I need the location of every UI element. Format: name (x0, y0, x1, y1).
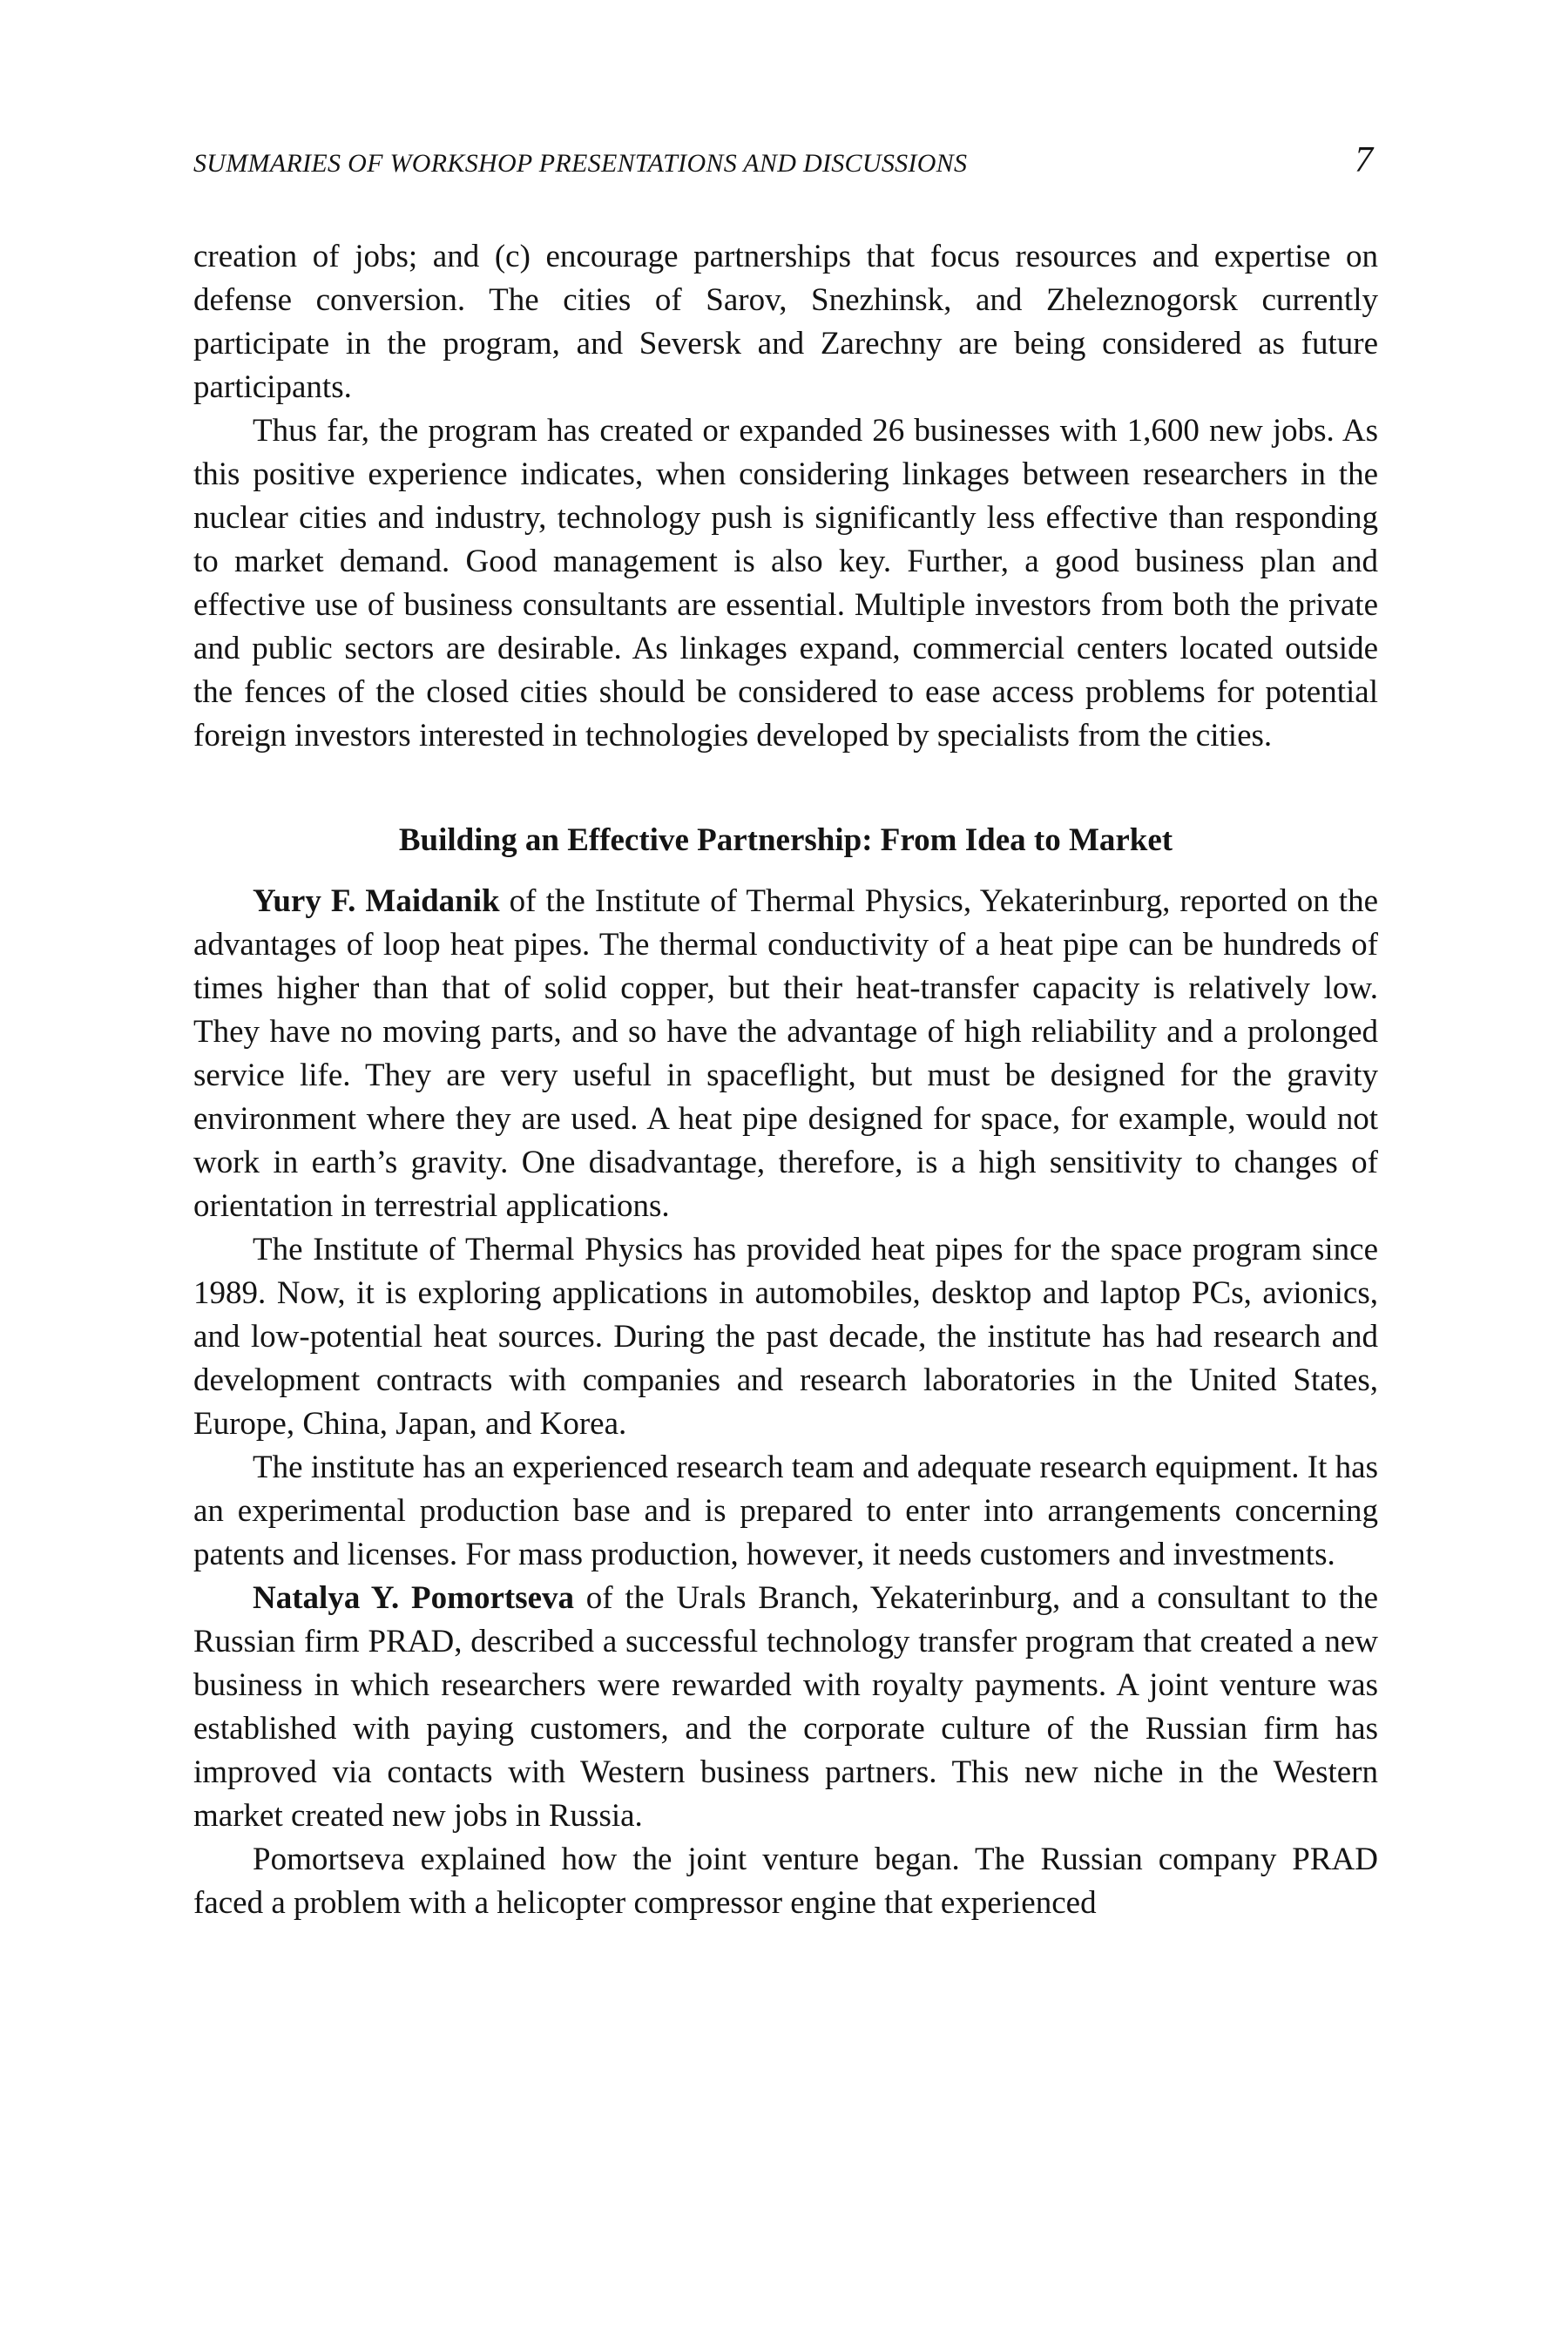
paragraph-program-results: Thus far, the program has created or expanded 26 businesses with 1,600 new jobs. As this positive experience indicates, when considering linkages between researchers in the nuclear cities and industry, technology push is significantly less effective than responding to market demand. Good management is also key. Further, a good business plan and effective use of business consultants are essential. Multiple investors from both the private and public sectors are desirable. As linkages expand, commercial centers located outside the fences of the closed cities should be considered to ease access problems for potential foreign investors interested in technologies developed by specialists from the cities. (193, 413, 1378, 754)
paragraph-text: of the Institute of Thermal Physics, Yekaterinburg, reported on the advantages of loop heat pipes. The thermal conductivity of a heat pipe can be hundreds of times higher than that of solid copper, but their heat-transfer capacity is relatively low. They have no moving parts, and so have the advantage of high reliability and a prolonged service life. They are very useful in spaceflight, but must be designed for the gravity environment where they are used. A heat pipe designed for space, for example, would not work in earth’s gravity. One disadvantage, therefore, is a high sensitivity to changes of orientation in terrestrial applications. (193, 883, 1378, 1224)
running-title: SUMMARIES OF WORKSHOP PRESENTATIONS AND DISCUSSIONS (193, 149, 968, 178)
paragraph-continuation: creation of jobs; and (c) encourage partnerships that focus resources and expertise on defense conversion. The cities of Sarov, Snezhinsk, and Zheleznogorsk currently participate in the program, and Seversk and Zarechny are being considered as future participants. (193, 239, 1378, 405)
page-number: 7 (1355, 140, 1373, 180)
document-page (193, 139, 1378, 1925)
paragraph-text: of the Urals Branch, Yekaterinburg, and a consultant to the Russian firm PRAD, described a successful technology transfer program that created a new business in which researchers were rewarded with royalty payments. A joint venture was established with paying customers, and the corporate culture of the Russian firm has improved via contacts with Western business partners. This new niche in the Western market created new jobs in Russia. (193, 1580, 1378, 1834)
paragraph-institute-capabilities: The institute has an experienced research team and adequate research equipment. It has an experimental production base and is prepared to enter into arrangements concerning patents and licenses. For mass production, however, it needs customers and investments. (193, 1450, 1378, 1572)
paragraph-institute-history: The Institute of Thermal Physics has provided heat pipes for the space program since 1989. Now, it is exploring applications in automobiles, desktop and laptop PCs, avionics, and low-potential heat sources. During the past decade, the institute has had research and development contracts with companies and research laboratories in the United States, Europe, China, Japan, and Korea. (193, 1232, 1378, 1442)
speaker-name: Natalya Y. Pomortseva (253, 1580, 575, 1616)
paragraph-pomortseva (193, 1577, 1378, 1838)
running-header (193, 139, 1378, 192)
paragraph-maidanik (193, 880, 1378, 1228)
paragraph-joint-venture: Pomortseva explained how the joint venture began. The Russian company PRAD faced a problem with a helicopter compressor engine that experienced (193, 1842, 1378, 1921)
speaker-name: Yury F. Maidanik (253, 883, 500, 919)
section-heading: Building an Effective Partnership: From Idea to Market (398, 822, 1173, 858)
